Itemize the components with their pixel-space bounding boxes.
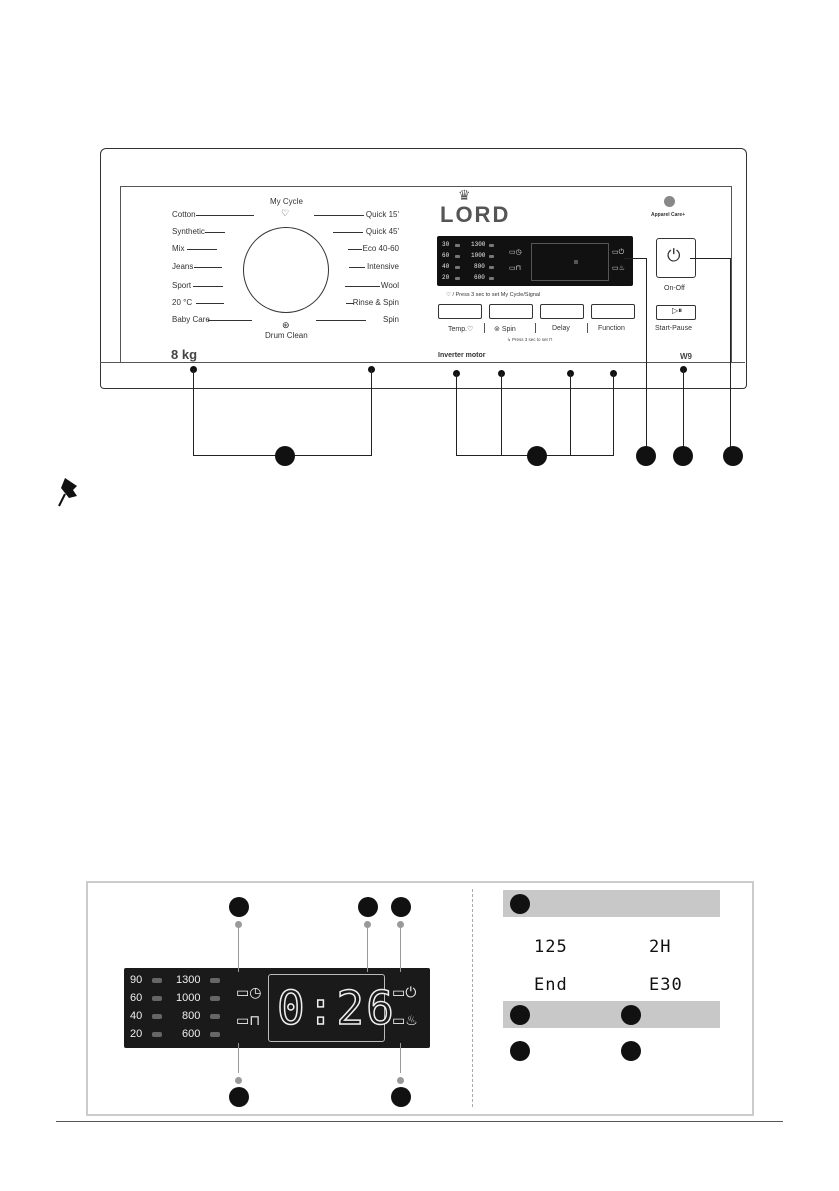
display-example: E30 <box>649 975 683 995</box>
callout-marker <box>275 446 295 466</box>
inverter-motor-label: Inverter motor <box>438 352 486 359</box>
callout-marker <box>527 446 547 466</box>
callout-marker <box>229 1087 249 1107</box>
spin-label: 1300 <box>176 974 201 986</box>
function-button[interactable] <box>591 304 635 319</box>
program-label: Quick 45' <box>365 227 399 236</box>
callout-marker <box>723 446 743 466</box>
program-label: Eco 40-60 <box>362 244 399 253</box>
display-example: 125 <box>534 937 568 957</box>
child-lock-icon: ▭⊓ <box>509 265 522 272</box>
drum-clean-label: Drum Clean <box>265 331 308 340</box>
spin-button[interactable] <box>489 304 533 319</box>
start-pause-label: Start-Pause <box>655 325 692 332</box>
callout-marker <box>358 897 378 917</box>
delay-icon: ▭◷ <box>509 249 522 256</box>
delay-icon: ▭◷ <box>236 984 262 1000</box>
seven-segment-display <box>268 974 396 1042</box>
on-off-label: On-Off <box>664 285 685 292</box>
panel-face-bottom <box>100 362 745 363</box>
callout-marker <box>621 1005 641 1025</box>
rinse-icon: ▭♨ <box>392 1012 418 1028</box>
play-pause-icon: ▷⏸ <box>672 306 683 315</box>
crown-icon: ♛ <box>458 187 471 203</box>
brand-logo: LORD <box>440 202 511 227</box>
hint-label: Press 3 sec to set My Cycle/Signal <box>455 292 541 298</box>
hint-text <box>446 292 540 298</box>
capacity-label: 8 kg <box>171 347 198 362</box>
model-label: W9 <box>680 352 692 361</box>
apparel-care-label: Apparel Care+ <box>651 212 686 218</box>
frame-divider <box>472 889 473 1107</box>
callout-marker <box>621 1041 641 1061</box>
panel-face <box>120 186 732 187</box>
spin-label: 1000 <box>471 252 486 259</box>
program-dial[interactable] <box>243 227 329 313</box>
program-label: Wool <box>380 281 399 290</box>
child-lock-icon: ▭⊓ <box>236 1012 261 1028</box>
temp-label: 20 <box>130 1028 143 1040</box>
delay-button-label: Delay <box>552 325 570 332</box>
display-detail-frame <box>86 881 754 1116</box>
temp-label: 30 <box>442 241 450 248</box>
temp-label: 20 <box>442 274 450 281</box>
power-indicator-icon: ▭⏻ <box>392 984 417 1000</box>
program-label: Jeans <box>172 262 194 271</box>
temp-label: 60 <box>130 992 143 1004</box>
callout-marker <box>391 1087 411 1107</box>
program-label: Sport <box>172 281 192 290</box>
temp-label: 40 <box>130 1010 143 1022</box>
mini-display-panel <box>437 236 633 286</box>
child-lock-hint: ↳ Press 3 sec to set ⊓ <box>507 337 553 342</box>
delay-button[interactable] <box>540 304 584 319</box>
temp-button[interactable] <box>438 304 482 319</box>
program-label: Cotton <box>172 210 196 219</box>
panel-inner-right <box>731 186 732 362</box>
led-panel <box>124 968 430 1048</box>
callout-marker <box>510 894 530 914</box>
callout-marker <box>510 1005 530 1025</box>
callout-marker <box>636 446 656 466</box>
digit-display <box>531 243 609 281</box>
panel-body <box>100 158 747 389</box>
display-example: 2H <box>649 937 672 957</box>
my-cycle-label: My Cycle <box>270 197 303 206</box>
callout-marker <box>673 446 693 466</box>
footer-rule <box>56 1121 783 1122</box>
function-button-label: Function <box>598 325 625 332</box>
program-label: Rinse & Spin <box>352 298 399 307</box>
spin-label: 800 <box>474 263 485 270</box>
program-label: Intensive <box>366 262 399 271</box>
temp-label: 40 <box>442 263 450 270</box>
heart-icon: ♡ <box>281 208 290 218</box>
callout-marker <box>510 1041 530 1061</box>
spin-label: 800 <box>182 1010 201 1022</box>
temp-button-label: Temp.♡ <box>448 326 474 333</box>
power-indicator-icon: ▭⏻ <box>612 249 625 256</box>
program-label: 20 °C <box>172 298 193 307</box>
callout-marker <box>229 897 249 917</box>
drum-clean-icon: ⊛ <box>282 320 290 330</box>
power-icon: ⏻ <box>667 246 681 265</box>
legend-header-1 <box>503 890 720 917</box>
heart-icon: ♡ / <box>446 292 456 298</box>
rinse-icon: ▭♨ <box>612 265 625 272</box>
program-label: Mix <box>172 244 185 253</box>
program-label: Synthetic <box>172 227 205 236</box>
spin-label: 1000 <box>176 992 201 1004</box>
spin-button-label: ⊚ Spin <box>494 326 516 333</box>
temp-label: 90 <box>130 974 143 986</box>
apparel-care-icon <box>664 196 675 207</box>
panel-inner-left <box>120 186 121 362</box>
pushpin-icon <box>55 474 85 508</box>
temp-label: 60 <box>442 252 450 259</box>
program-label: Spin <box>382 315 399 324</box>
spin-label: 600 <box>182 1028 201 1040</box>
display-value: 0:26 <box>277 981 396 1035</box>
callout-marker <box>391 897 411 917</box>
display-example: End <box>534 975 568 995</box>
spin-label: 600 <box>474 274 485 281</box>
program-label: Quick 15' <box>365 210 399 219</box>
start-pause-button[interactable] <box>656 305 696 320</box>
program-label: Baby Care <box>172 315 210 324</box>
legend-header-2 <box>503 1001 720 1028</box>
spin-label: 1300 <box>471 241 486 248</box>
